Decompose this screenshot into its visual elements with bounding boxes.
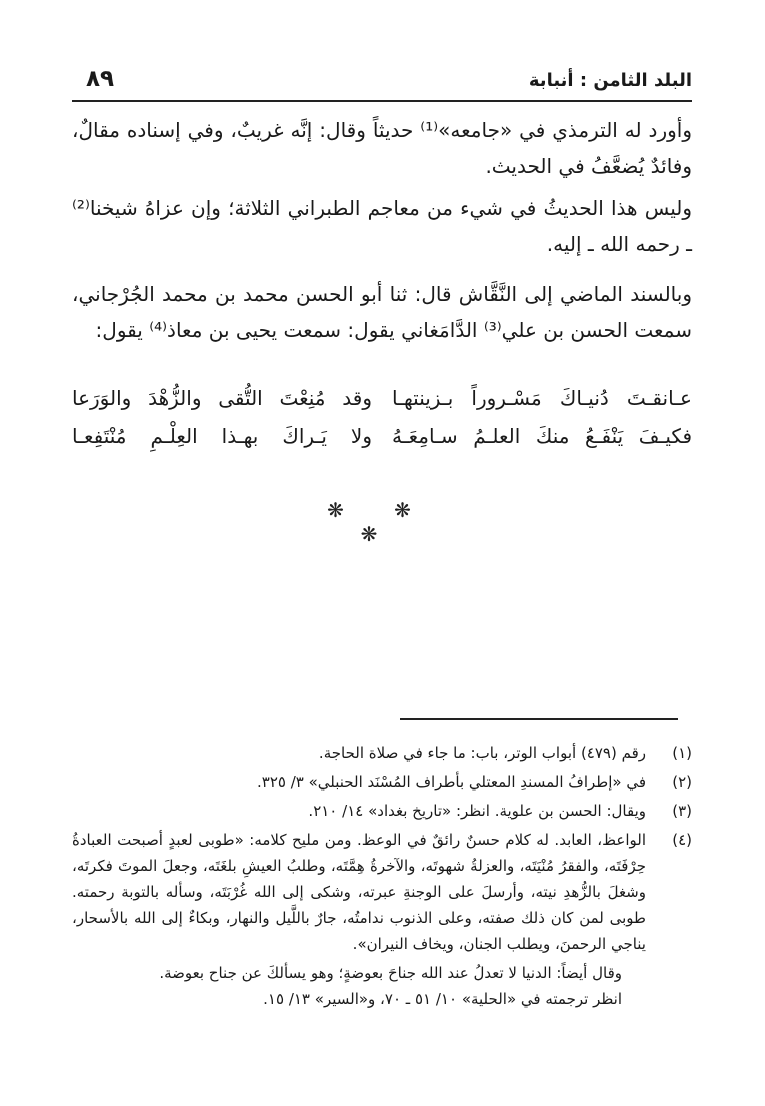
- footnote-number: (٢): [672, 773, 692, 791]
- footnote-number: (٤): [672, 831, 692, 849]
- footnote-text: رقم (٤٧٩) أبواب الوتر، باب: ما جاء في صلاة الحاجة.: [318, 744, 646, 762]
- footnote: [72, 798, 692, 824]
- footnote-text: ويقال: الحسن بن علوية. انظر: «تاريخ بغداد» ١٤/ ٢١٠.: [308, 802, 646, 820]
- footnote-number: (١): [672, 744, 692, 762]
- poem-verse: [72, 424, 692, 462]
- running-title: البلد الثامن : أنبابة: [528, 70, 692, 91]
- footnote-text: في «إطرافُ المسندِ المعتلي بأطراف المُسْنَد الحنبلي» ٣/ ٣٢٥.: [257, 773, 646, 791]
- footnote: [72, 769, 692, 795]
- footnote-rule: [400, 718, 678, 720]
- paragraph-text: وأورد له الترمذي في «جامعه»⁽¹⁾ حديثاً وقال: إنَّه غريبٌ، وفي إسناده مقالٌ، وفائدٌ يُضعَّفُ في الحديث.: [72, 118, 692, 178]
- verse-second-hemistich: وقد مُنِعْتَ التُّقى والزُّهْدَ والوَرَعا: [72, 386, 372, 410]
- header-rule: [72, 100, 692, 102]
- footnote-reference: انظر ترجمته في «الحلية» ١٠/ ٥١ ـ ٧٠، و«السير» ١٣/ ١٥.: [263, 990, 622, 1008]
- body-paragraph: [72, 190, 692, 262]
- verse-first-hemistich: فكيـفَ يَنْفَـعُ منكَ العلـمُ سـامِعَـهُ: [392, 424, 692, 448]
- poem: [72, 386, 692, 462]
- running-header: [72, 62, 692, 98]
- footnote: [72, 827, 692, 957]
- footnote: [72, 740, 692, 766]
- footnote-text: الواعظ، العابد. له كلام حسنٌ رائقٌ في الوعظ. ومن مليح كلامه: «طوبى لعبدٍ أصبحت العبادةُ حِرْفَتَه، والفقرُ مُنْيَتَه، والعزلةُ شهوتَه، والآخرةُ هِمَّتَه، وطلبُ العيشِ بلغَتَه، وجعلَ الموتَ فكرتَه، وشغلَ بالزُّهدِ نيته، وأرسلَ على الوجنةِ عبرته، وشكى إلى الله غُرْبَتَه، وسأله بالتوبة رحمته. طوبى لمن كان ذلك صفته، وعلى الذنوب ندامتُه، جارٌ باللَّيل والنهار، وبكاءٌ إلى الله بالأسحار، يناجي الرحمنَ، ويطلب الجنان، ويخاف النيران».: [72, 831, 646, 953]
- body-paragraph: [72, 276, 692, 348]
- verse-second-hemistich: ولا يَـراكَ بهـذا العِلْـمِ مُنْتَفِعـا: [72, 424, 372, 448]
- poem-verse: [72, 386, 692, 424]
- verse-first-hemistich: عـانقـتَ دُنيـاكَ مَسْـروراً بـزينتهـا: [392, 386, 692, 410]
- page-number: ٨٩: [86, 66, 115, 92]
- footnote-number: (٣): [672, 802, 692, 820]
- body-paragraph: [72, 112, 692, 184]
- section-separator: ❋ ❋ ❋: [327, 498, 433, 546]
- footnotes: [72, 740, 692, 1012]
- paragraph-text: وليس هذا الحديثُ في شيء من معاجم الطبراني الثلاثة؛ وإن عزاهُ شيخنا⁽²⁾ ـ رحمه الله ـ إليه.: [72, 196, 692, 256]
- paragraph-text: وبالسند الماضي إلى النَّقَّاش قال: ثنا أبو الحسن محمد بن محمد الجُرْجاني، سمعت الحسن بن علي⁽³⁾ الدَّامَغاني يقول: سمعت يحيى بن معاذ⁽⁴⁾ يقول:: [72, 282, 692, 342]
- footnote-continuation: وقال أيضاً: الدنيا لا تعدلُ عند الله جناحَ بعوضةٍ؛ وهو يسألكَ عن جناح بعوضة.: [159, 964, 622, 982]
